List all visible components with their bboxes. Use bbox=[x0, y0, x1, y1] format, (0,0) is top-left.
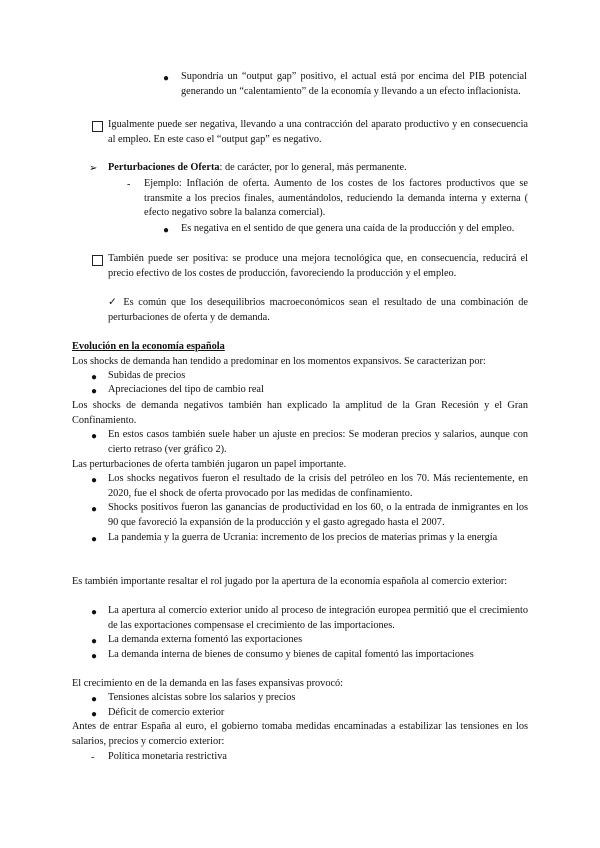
list-item: Subidas de precios bbox=[108, 370, 186, 381]
paragraph-euro: Antes de entrar España al euro, el gobierno tomaba medidas encaminadas a estabilizar las tensiones en los salarios, precios y comercio exterior: bbox=[72, 721, 528, 747]
sub-bullet-output-gap: Supondría un “output gap” positivo, el actual está por encima del PIB potencial generando un “calentamiento” de la economía y llevando a un efecto inflacionista. bbox=[181, 71, 527, 97]
dash-item-example: Ejemplo: Inflación de oferta. Aumento de los costes de los factores productivos que se transmite a los precios finales, aumentándolos, reduciendo la demanda interna y externa ( efecto negativo sobre la balanza comercial). bbox=[144, 178, 528, 219]
supply-shocks-rest: : de carácter, por lo general, más permanente. bbox=[219, 162, 407, 173]
supply-shocks-bold: Perturbaciones de Oferta bbox=[108, 162, 220, 173]
bullet-icon: ● bbox=[91, 709, 98, 720]
bullet-icon: ● bbox=[91, 431, 98, 442]
list-item: Déficit de comercio exterior bbox=[108, 707, 225, 718]
list-item: La pandemia y la guerra de Ucrania: incremento de los precios de materias primas y la energía bbox=[108, 532, 498, 543]
arrow-bullet-icon: ➢ bbox=[89, 163, 98, 174]
bullet-icon: ● bbox=[163, 73, 170, 84]
sub-bullet-negative: Es negativa en el sentido de que genera una caída de la producción y del empleo. bbox=[181, 223, 515, 234]
dash-item-monetary: Política monetaria restrictiva bbox=[108, 751, 227, 762]
bullet-icon: ● bbox=[91, 607, 98, 618]
bullet-icon: ● bbox=[91, 694, 98, 705]
paragraph-recession: Los shocks de demanda negativos también han explicado la amplitud de la Gran Recesión y el Gran Confinamiento. bbox=[72, 400, 528, 426]
list-item: Shocks positivos fueron las ganancias de productividad en los 60, o la entrada de inmigrantes en los 90 que favoreció la expansión de la producción y el gasto agregado hasta el 2007. bbox=[108, 502, 528, 528]
dash-icon: - bbox=[91, 752, 95, 763]
bullet-icon: ● bbox=[91, 386, 98, 397]
bullet-icon: ● bbox=[91, 372, 98, 383]
list-item: Tensiones alcistas sobre los salarios y precios bbox=[108, 692, 296, 703]
bullet-icon: ● bbox=[163, 225, 170, 236]
checkbox-item-negative: Igualmente puede ser negativa, llevando a una contracción del aparato productivo y en consecuencia al empleo. En este caso el “output gap” es negativo. bbox=[108, 119, 528, 145]
list-item: Los shocks negativos fueron el resultado de la crisis del petróleo en los 70. Más recientemente, en 2020, fue el shock de oferta provocado por las medidas de confinamiento. bbox=[108, 473, 528, 499]
list-item: La apertura al comercio exterior unido al proceso de integración europea permitió que el crecimiento de las exportaciones compensase el crecimiento de las importaciones. bbox=[108, 605, 528, 631]
supply-shocks-title bbox=[108, 161, 528, 176]
bullet-icon: ● bbox=[91, 475, 98, 486]
bullet-icon: ● bbox=[91, 534, 98, 545]
paragraph-growth: El crecimiento en de la demanda en las fases expansivas provocó: bbox=[72, 678, 344, 689]
paragraph-supply: Las perturbaciones de oferta también jugaron un papel importante. bbox=[72, 459, 347, 470]
dash-icon: - bbox=[127, 179, 131, 190]
checkbox-icon bbox=[92, 121, 103, 132]
paragraph-trade: Es también importante resaltar el rol jugado por la apertura de la economía española al comercio exterior: bbox=[72, 576, 508, 587]
list-item: La demanda interna de bienes de consumo y bienes de capital fomentó las importaciones bbox=[108, 649, 474, 660]
section-heading: Evolución en la economía española bbox=[72, 341, 225, 352]
bullet-icon: ● bbox=[91, 636, 98, 647]
check-note: ✓ Es común que los desequilibrios macroeconómicos sean el resultado de una combinación de perturbaciones de oferta y de demanda. bbox=[108, 297, 528, 323]
bullet-icon: ● bbox=[91, 504, 98, 515]
bullet-icon: ● bbox=[91, 651, 98, 662]
list-item: Apreciaciones del tipo de cambio real bbox=[108, 384, 264, 395]
checkbox-icon bbox=[92, 255, 103, 266]
list-item: La demanda externa fomentó las exportaciones bbox=[108, 634, 303, 645]
paragraph-intro: Los shocks de demanda han tendido a predominar en los momentos expansivos. Se caracterizan por: bbox=[72, 356, 486, 367]
checkbox-item-positive: También puede ser positiva: se produce una mejora tecnológica que, en consecuencia, reducirá el precio efectivo de los costes de producción, favoreciendo la producción y el empleo. bbox=[108, 253, 528, 279]
list-item: En estos casos también suele haber un ajuste en precios: Se moderan precios y salarios, aunque con cierto retraso (ver gráfico 2). bbox=[108, 429, 528, 455]
